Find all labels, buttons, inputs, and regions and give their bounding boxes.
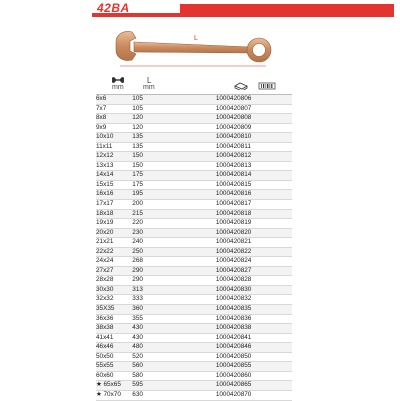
size-cell: 18x18 [96,209,114,217]
length-cell: 215 [132,209,143,217]
quantity-cell: 1 [215,276,220,284]
wrench-spec-table [96,95,292,401]
quantity-cell: 1 [215,362,220,370]
product-code-cell: 000420827 [219,266,252,274]
quantity-cell: 1 [215,228,220,236]
size-cell: 38x38 [96,324,114,332]
quantity-cell: 1 [215,343,220,351]
length-cell: 595 [132,381,143,389]
length-cell: 175 [132,180,143,188]
size-cell: 32x32 [96,295,114,303]
table-row [96,219,292,229]
size-cell: 50x50 [96,352,114,360]
length-cell: 150 [132,152,143,160]
product-code-cell: 000420814 [219,171,252,179]
quantity-cell: 1 [215,352,220,360]
table-row [96,228,292,238]
quantity-cell: 1 [215,95,220,102]
quantity-cell: 1 [215,266,220,274]
table-row [96,95,292,104]
size-cell: 9x9 [96,123,107,131]
table-row [96,180,292,190]
product-code-cell: 000420811 [219,142,251,150]
quantity-cell: 1 [215,305,220,313]
quantity-cell: 1 [215,209,220,217]
barcode-icon [258,82,276,90]
size-cell: 24x24 [96,257,114,265]
length-cell: 313 [132,285,143,293]
length-cell: 175 [132,171,143,179]
table-row [96,114,292,124]
quantity-cell: 1 [215,180,220,188]
table-row [96,123,292,133]
product-code-cell: 000420806 [219,95,252,102]
length-cell: 290 [132,266,143,274]
size-cell: 35X35 [96,305,115,313]
length-cell: 520 [132,352,143,360]
quantity-cell: 1 [215,247,220,255]
length-cell: 250 [132,247,143,255]
size-cell: 21x21 [96,238,114,246]
quantity-cell: 1 [215,171,220,179]
size-cell: 13x13 [96,161,114,169]
size-cell: 19x19 [96,219,114,227]
product-code-cell: 000420828 [219,276,252,284]
size-cell: 14x14 [96,171,114,179]
length-cell: 333 [132,295,143,303]
product-code-cell: 000420865 [219,381,252,389]
quantity-cell: 1 [215,104,220,112]
table-row [96,104,292,114]
size-cell: 36x36 [96,314,114,322]
size-cell: 41x41 [96,333,114,341]
length-cell: 355 [132,314,143,322]
table-row [96,276,292,286]
size-cell: 16x16 [96,190,114,198]
table-row [96,324,292,334]
table-row [96,343,292,353]
size-cell: 27x27 [96,266,114,274]
quantity-cell: 1 [215,333,220,341]
length-cell: 290 [132,276,143,284]
length-cell: 230 [132,228,143,236]
product-code-cell: 000420810 [219,133,252,141]
size-cell: ★ 65x65 [96,381,121,389]
quantity-cell: 1 [215,123,220,131]
product-code-cell: 000420813 [219,161,252,169]
table-row [96,238,292,248]
quantity-cell: 1 [215,142,220,150]
product-code-cell: 000420822 [219,247,252,255]
quantity-cell: 1 [215,190,220,198]
table-row [96,200,292,210]
size-unit-header: mm [112,84,124,91]
length-cell: 268 [132,257,143,265]
quantity-cell: 1 [215,152,220,160]
quantity-cell: 1 [215,219,220,227]
size-cell: 15x15 [96,180,114,188]
length-cell: 240 [132,238,143,246]
size-cell: 30x30 [96,285,114,293]
product-code-cell: 000420830 [219,285,252,293]
size-cell: 8x8 [96,114,107,122]
wrench-size-icon [112,76,124,84]
product-code-cell: 000420816 [219,190,252,198]
size-cell: ★ 70x70 [96,390,121,398]
quantity-cell: 1 [215,371,220,379]
package-icon [234,82,248,90]
table-row [96,314,292,324]
quantity-cell: 1 [215,295,220,303]
size-cell: 17x17 [96,200,114,208]
product-code-cell: 000420870 [219,390,252,398]
table-row [96,295,292,305]
table-row [96,257,292,267]
table-row [96,190,292,200]
quantity-cell: 1 [215,324,220,332]
quantity-cell: 1 [215,390,220,398]
table-row [96,362,292,372]
table-row [96,390,292,400]
size-cell: 22x22 [96,247,114,255]
combination-wrench-image [110,26,280,72]
length-dimension-label: L [194,35,198,42]
product-code-cell: 000420824 [219,257,252,265]
page-title: 42BA [97,1,130,15]
length-cell: 105 [132,104,143,112]
length-cell: 220 [132,219,143,227]
length-header: L [147,76,152,85]
length-cell: 430 [132,324,143,332]
length-cell: 150 [132,161,143,169]
product-code-cell: 000420807 [219,104,252,112]
table-row [96,161,292,171]
product-code-cell: 000420815 [219,180,252,188]
size-cell: 11x11 [96,142,113,150]
product-code-cell: 000420808 [219,114,252,122]
quantity-cell: 1 [215,381,220,389]
quantity-cell: 1 [215,200,220,208]
table-row [96,285,292,295]
length-cell: 630 [132,390,143,398]
table-row [96,152,292,162]
table-row [96,305,292,315]
size-cell: 10x10 [96,133,114,141]
product-code-cell: 000420836 [219,314,252,322]
length-cell: 120 [132,123,143,131]
quantity-cell: 1 [215,133,220,141]
quantity-cell: 1 [215,314,220,322]
table-row [96,142,292,152]
length-cell: 195 [132,190,143,198]
size-cell: 20x20 [96,228,114,236]
product-code-cell: 000420820 [219,228,252,236]
length-cell: 580 [132,371,143,379]
product-code-cell: 000420846 [219,343,252,351]
quantity-cell: 1 [215,257,220,265]
length-cell: 135 [132,133,143,141]
table-row [96,133,292,143]
length-cell: 430 [132,333,143,341]
product-code-cell: 000420812 [219,152,252,160]
product-code-cell: 000420821 [219,238,252,246]
length-cell: 480 [132,343,143,351]
table-row [96,352,292,362]
product-code-cell: 000420841 [219,333,252,341]
size-cell: 55x55 [96,362,114,370]
product-code-cell: 000420818 [219,209,252,217]
table-row [96,333,292,343]
product-code-cell: 000420850 [219,352,252,360]
size-cell: 6x6 [96,95,107,102]
product-code-cell: 000420860 [219,371,252,379]
size-cell: 12x12 [96,152,114,160]
quantity-cell: 1 [215,161,220,169]
product-code-cell: 000420838 [219,324,252,332]
quantity-cell: 1 [215,285,220,293]
table-row [96,171,292,181]
table-row [96,266,292,276]
size-cell: 28x28 [96,276,114,284]
product-code-cell: 000420832 [219,295,252,303]
length-cell: 200 [132,200,143,208]
size-cell: 60x60 [96,371,114,379]
product-code-cell: 000420817 [219,200,252,208]
table-row [96,371,292,381]
product-code-cell: 000420855 [219,362,252,370]
length-cell: 105 [132,95,143,102]
length-cell: 120 [132,114,143,122]
length-cell: 135 [132,142,143,150]
product-code-cell: 000420819 [219,219,252,227]
quantity-cell: 1 [215,238,220,246]
product-code-cell: 000420835 [219,305,252,313]
length-cell: 360 [132,305,143,313]
table-row [96,381,292,391]
length-unit-header: mm [143,84,155,91]
size-cell: 46x46 [96,343,114,351]
size-cell: 7x7 [96,104,107,112]
product-code-cell: 000420809 [219,123,252,131]
table-row [96,247,292,257]
table-row [96,209,292,219]
quantity-cell: 1 [215,114,220,122]
length-cell: 560 [132,362,143,370]
